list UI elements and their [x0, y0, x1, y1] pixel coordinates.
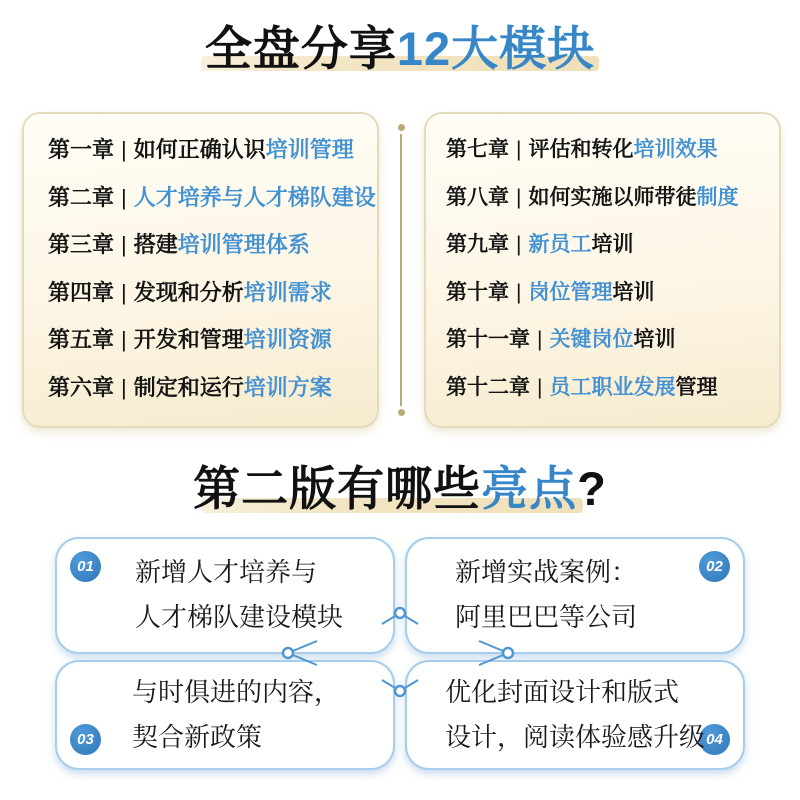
- chapter-separator: |: [121, 279, 127, 305]
- highlight-line: 新增实战案例：: [455, 557, 638, 587]
- highlight-box-1: [55, 537, 395, 654]
- chapter-num: 第六章: [48, 374, 115, 400]
- chapter-card-right: [424, 112, 781, 428]
- chapter-highlight: 培训管理: [265, 137, 354, 162]
- chapter-highlight: 岗位管理: [528, 280, 613, 304]
- chapter-text: 开发和管理: [133, 327, 244, 353]
- chapter-row-8: [446, 184, 771, 212]
- highlight-line: 与时俱进的内容，: [132, 677, 341, 707]
- chapter-num: 第一章: [48, 137, 115, 162]
- highlight-box-4: [405, 660, 745, 770]
- chapter-text: 评估和转化: [528, 138, 634, 161]
- modules-title: [0, 12, 800, 79]
- chapter-separator: |: [121, 374, 127, 400]
- highlight-text-2: [455, 550, 637, 640]
- chapter-text-post: 管理: [675, 375, 718, 399]
- chapter-num: 第五章: [48, 327, 115, 353]
- modules-title-black: 全盘分享: [204, 22, 397, 75]
- chapter-row-1: [48, 136, 369, 164]
- highlights-title-tail: ?: [577, 462, 607, 515]
- chapter-text-post: 培训: [633, 328, 676, 352]
- chapter-num: 第二章: [48, 184, 115, 210]
- chapter-num: 第九章: [446, 233, 509, 257]
- chapter-row-2: [48, 184, 376, 212]
- modules-title-blue: 12大模块: [396, 22, 596, 75]
- chapter-highlight: 培训需求: [243, 279, 332, 305]
- chapter-highlight: 培训管理体系: [177, 232, 310, 258]
- connector-node-top: [395, 608, 405, 618]
- chapter-text: 如何实施以师带徒: [528, 185, 697, 209]
- divider-line: [400, 134, 402, 406]
- highlight-badge-02: 02: [699, 551, 730, 582]
- highlights-title-black: 第二版有哪些: [193, 462, 482, 515]
- chapter-row-5: [48, 326, 369, 354]
- chapter-num: 第十一章: [446, 328, 530, 352]
- chapter-highlight: 培训效果: [633, 138, 718, 161]
- highlight-line: 新增人才培养与: [135, 557, 318, 587]
- highlight-box-2: [405, 537, 745, 654]
- card-divider: [397, 124, 405, 416]
- chapter-separator: |: [516, 138, 522, 161]
- chapter-num: 第七章: [446, 138, 509, 161]
- highlight-badge-03: 03: [70, 724, 101, 755]
- chapter-num: 第三章: [48, 232, 115, 258]
- chapter-text: 搭建: [133, 232, 178, 258]
- highlights-title-blue: 亮点: [481, 462, 578, 515]
- chapter-separator: |: [537, 328, 543, 352]
- chapter-row-6: [48, 374, 369, 402]
- chapter-row-3: [48, 231, 369, 259]
- highlight-text-1: [135, 550, 343, 640]
- chapter-separator: |: [121, 137, 127, 162]
- chapter-highlight: 制度: [696, 185, 739, 209]
- chapter-highlight: 新员工: [528, 233, 592, 257]
- connector-node-bottom: [395, 686, 405, 696]
- chapter-num: 第十二章: [446, 375, 530, 399]
- highlight-line: 契合新政策: [132, 722, 263, 752]
- highlight-text-4: [445, 670, 705, 760]
- chapter-text-post: 培训: [612, 280, 655, 304]
- chapter-num: 第四章: [48, 279, 115, 305]
- chapter-row-11: [446, 326, 771, 354]
- highlight-line: 优化封面设计和版式: [445, 677, 680, 707]
- chapter-num: 第十章: [446, 280, 509, 304]
- chapter-num: 第八章: [446, 185, 509, 209]
- chapter-separator: |: [537, 375, 543, 399]
- highlight-badge-04: 04: [699, 724, 730, 755]
- chapter-separator: |: [121, 327, 127, 353]
- chapter-row-10: [446, 279, 771, 307]
- chapter-highlight: 关键岗位: [549, 328, 634, 352]
- chapter-text: 制定和运行: [133, 374, 244, 400]
- highlight-line: 阿里巴巴等公司: [455, 602, 638, 632]
- chapter-separator: |: [516, 280, 522, 304]
- chapter-highlight: 培训方案: [243, 374, 332, 400]
- highlight-badge-01: 01: [70, 551, 101, 582]
- chapter-separator: |: [516, 185, 522, 209]
- highlights-title: [0, 452, 800, 519]
- highlight-line: 人才梯队建设模块: [135, 602, 344, 632]
- highlight-line: 设计，阅读体验感升级: [445, 722, 706, 752]
- chapter-text-post: 培训: [591, 233, 634, 257]
- chapter-separator: |: [121, 232, 127, 258]
- chapter-text: 发现和分析: [133, 279, 244, 305]
- divider-dot-bottom: [398, 409, 405, 416]
- chapter-highlight: 培训资源: [243, 327, 332, 353]
- chapter-highlight: 员工职业发展: [549, 375, 676, 399]
- highlight-text-3: [132, 670, 340, 760]
- chapter-card-left: [22, 112, 379, 428]
- highlight-box-3: [55, 660, 395, 770]
- divider-dot-top: [398, 124, 405, 131]
- chapter-row-12: [446, 374, 771, 402]
- chapter-row-4: [48, 279, 369, 307]
- chapter-separator: |: [121, 184, 127, 210]
- chapter-separator: |: [516, 233, 522, 257]
- chapter-highlight: 人才培养与人才梯队建设: [133, 184, 376, 210]
- chapter-row-7: [446, 136, 771, 164]
- chapter-text: 如何正确认识: [133, 137, 266, 162]
- chapter-row-9: [446, 231, 771, 259]
